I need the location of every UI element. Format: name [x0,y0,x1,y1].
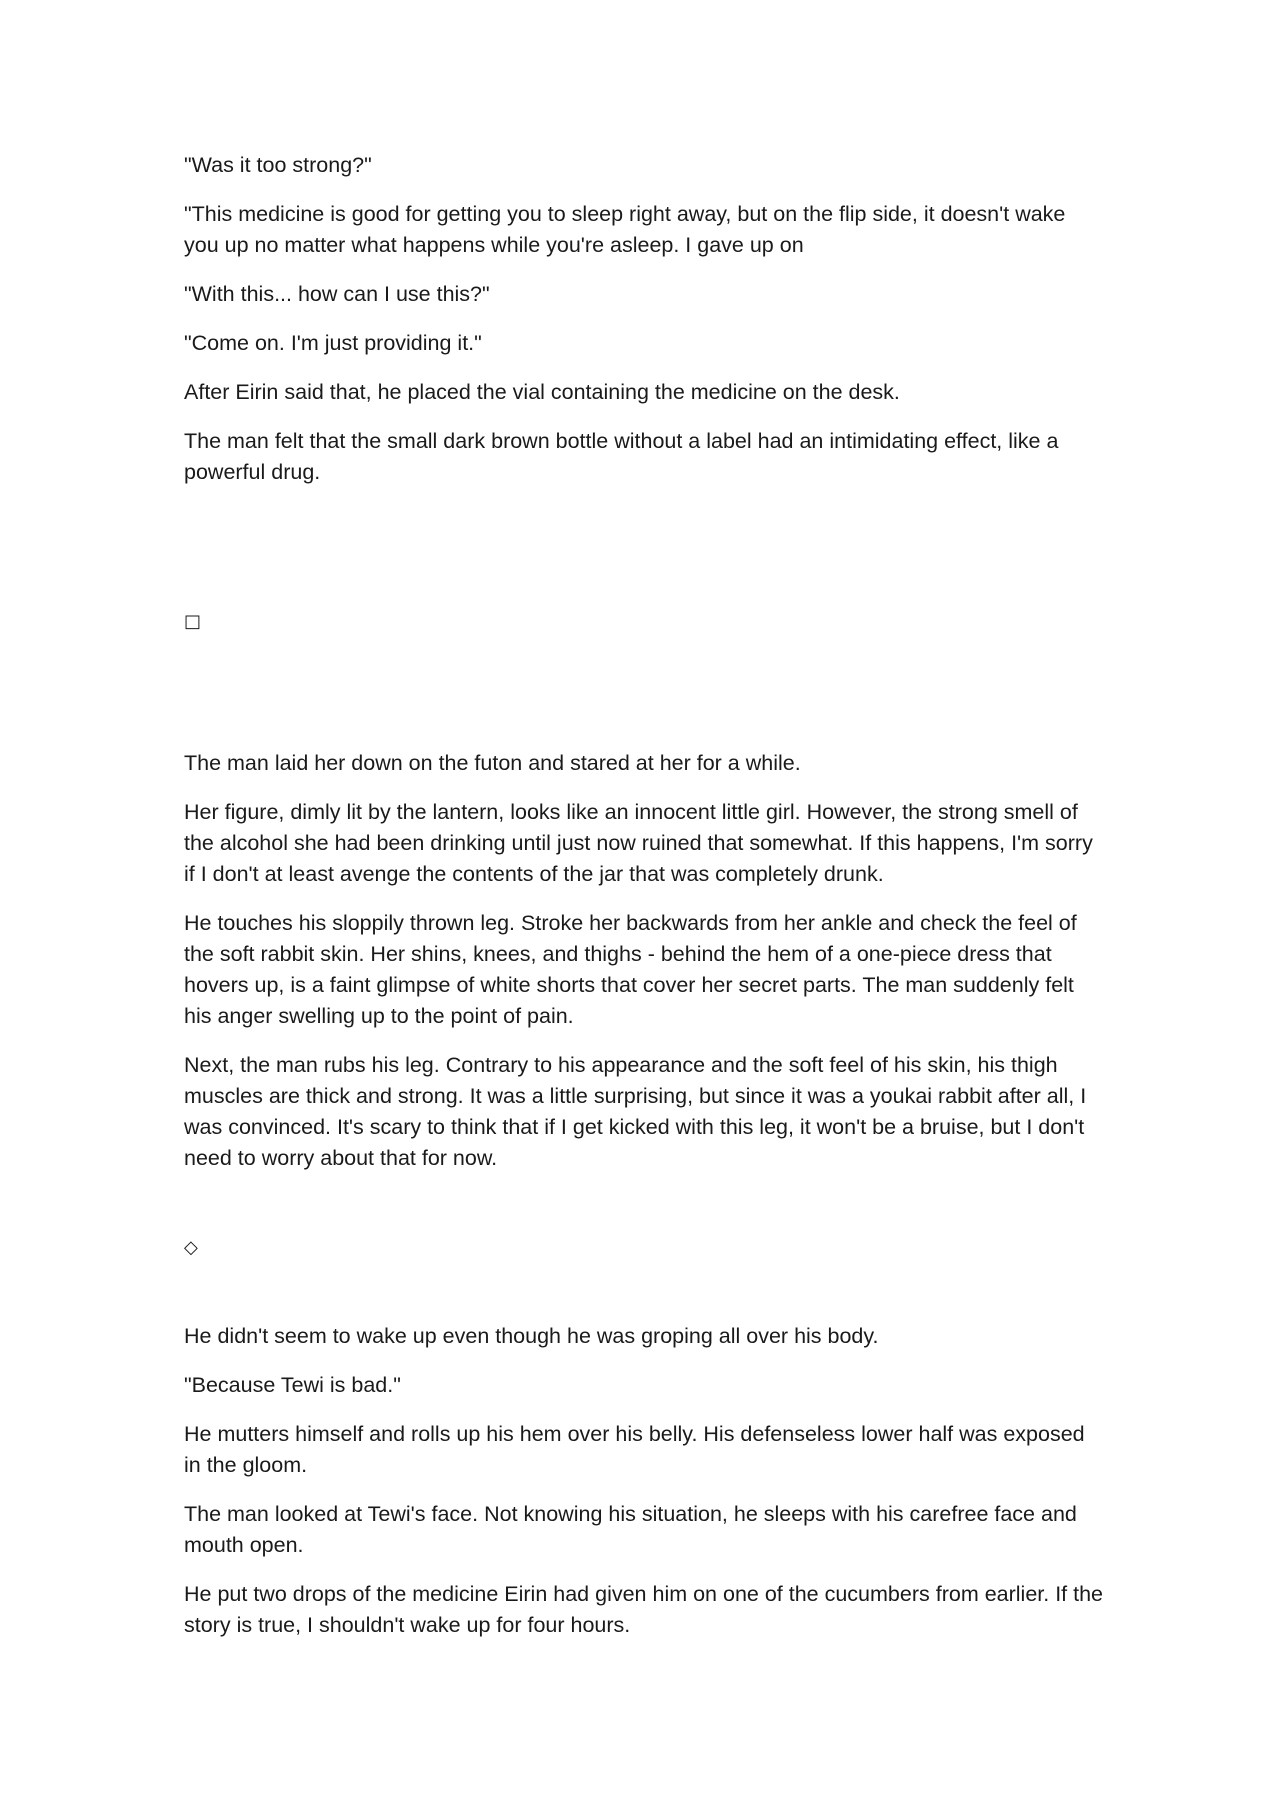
document-body [184,150,1104,1659]
paragraph: He put two drops of the medicine Eirin had given him on one of the cucumbers from earlier. If the story is true, I shouldn't wake up for four hours. [184,1582,1104,1637]
paragraph: "Because Tewi is bad." [184,1373,401,1397]
paragraph: He mutters himself and rolls up his hem over his belly. His defenseless lower half was exposed in the gloom. [184,1422,1085,1477]
section-separator-diamond: ◇ [184,1237,198,1258]
paragraph: "This medicine is good for getting you to sleep right away, but on the flip side, it doesn't wake you up no matter what happens while you're asleep. I gave up on [184,202,1066,257]
paragraph: He didn't seem to wake up even though he was groping all over his body. [184,1324,879,1348]
section-separator-square: □ [184,611,202,632]
paragraph: "Was it too strong?" [184,153,372,177]
paragraph: The man felt that the small dark brown bottle without a label had an intimidating effect, like a powerful drug. [184,429,1059,484]
paragraph: "Come on. I'm just providing it." [184,331,482,355]
paragraph: The man looked at Tewi's face. Not knowing his situation, he sleeps with his carefree face and mouth open. [184,1502,1077,1557]
paragraph: After Eirin said that, he placed the vial containing the medicine on the desk. [184,380,900,404]
paragraph: The man laid her down on the futon and stared at her for a while. [184,751,801,775]
paragraph: Next, the man rubs his leg. Contrary to his appearance and the soft feel of his skin, his thigh muscles are thick and strong. It was a little surprising, but since it was a youkai rabbit after all, I was convinced. It's scary to think that if I get kicked with this leg, it won't be a bruise, but I don't need to worry about that for now. [184,1053,1087,1170]
paragraph: Her figure, dimly lit by the lantern, looks like an innocent little girl. However, the strong smell of the alcohol she had been drinking until just now ruined that somewhat. If this happens, I'm sorry if I don't at least avenge the contents of the jar that was completely drunk. [184,800,1093,886]
paragraph: "With this... how can I use this?" [184,282,490,306]
paragraph: He touches his sloppily thrown leg. Stroke her backwards from her ankle and check the feel of the soft rabbit skin. Her shins, knees, and thighs - behind the hem of a one-piece dress that hovers up, is a faint glimpse of white shorts that cover her secret parts. The man suddenly felt his anger swelling up to the point of pain. [184,911,1077,1028]
